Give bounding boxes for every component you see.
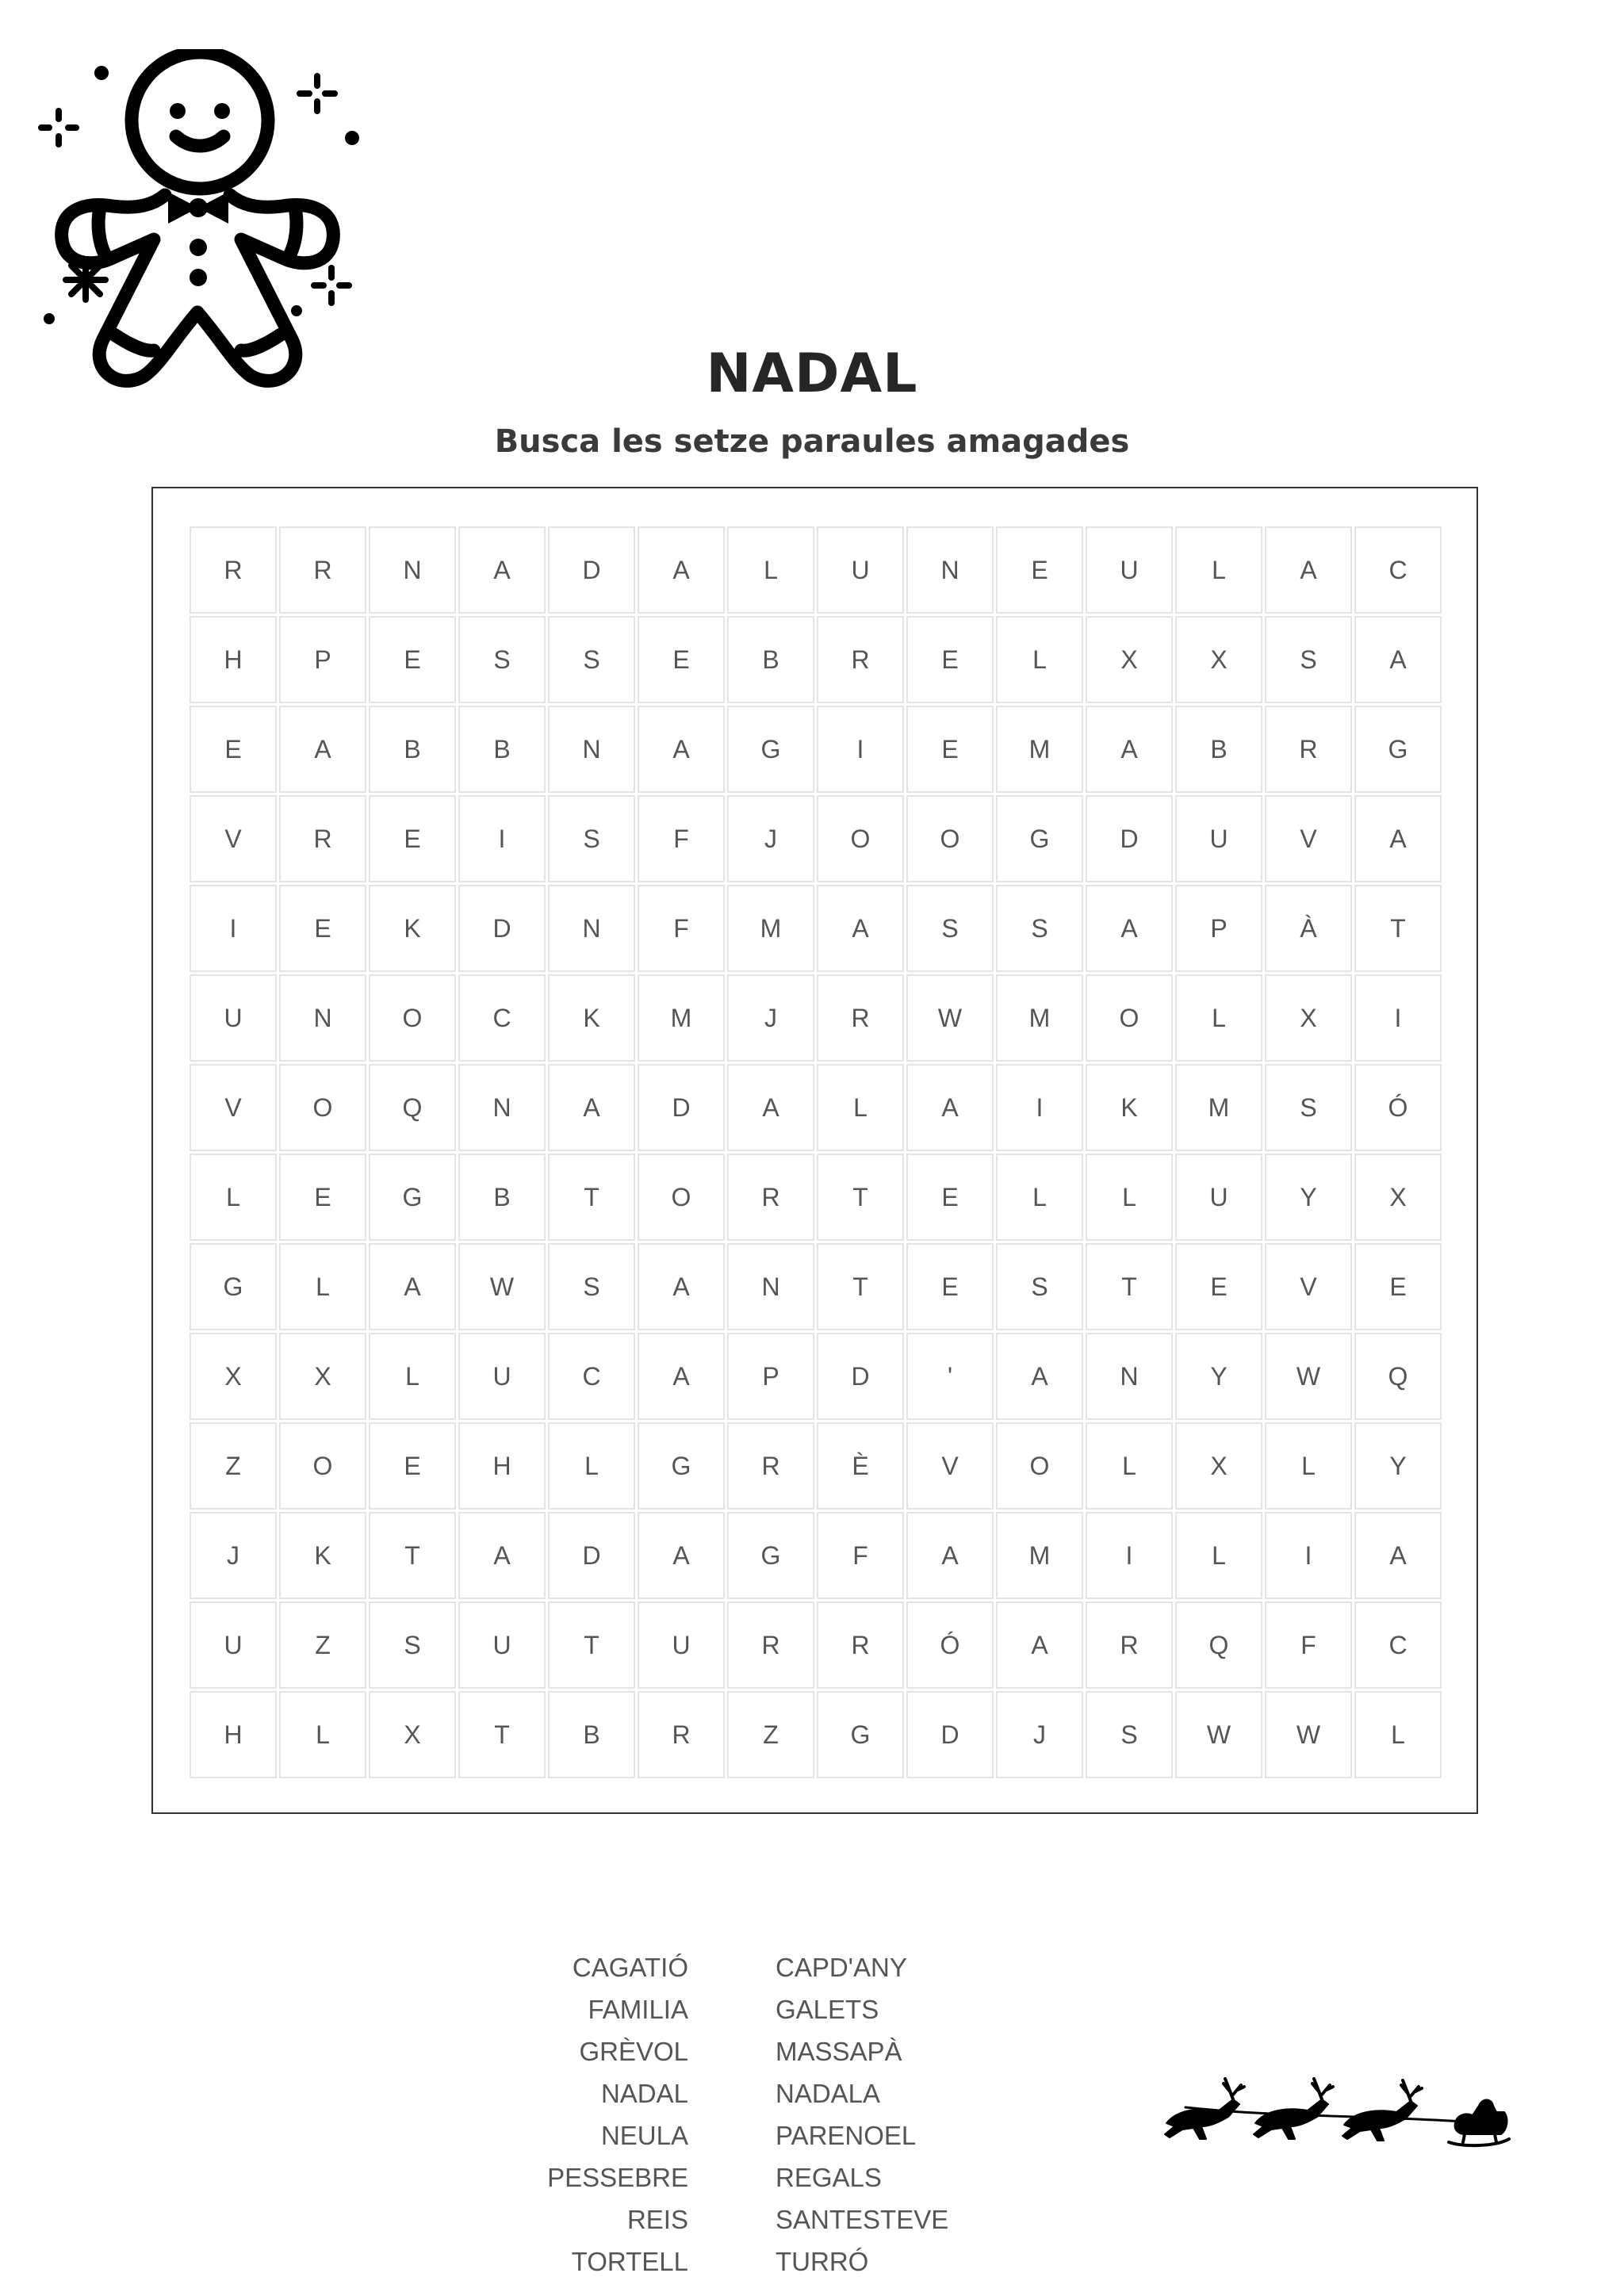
grid-cell: E bbox=[369, 1422, 456, 1510]
grid-cell: V bbox=[1265, 1243, 1352, 1330]
grid-cell: L bbox=[1175, 526, 1262, 614]
grid-cell: A bbox=[996, 1333, 1083, 1420]
grid-cell: X bbox=[1086, 616, 1173, 703]
grid-cell: E bbox=[369, 616, 456, 703]
grid-cell: A bbox=[1354, 1512, 1442, 1599]
grid-cell: I bbox=[458, 795, 546, 882]
grid-cell: U bbox=[1175, 1154, 1262, 1241]
grid-cell: Q bbox=[1175, 1601, 1262, 1689]
grid-cell: A bbox=[1086, 706, 1173, 793]
word-list bbox=[476, 1946, 1031, 2279]
grid-cell: B bbox=[548, 1691, 635, 1778]
grid-cell: Ó bbox=[1354, 1064, 1442, 1151]
grid-cell: Y bbox=[1265, 1154, 1352, 1241]
grid-cell: S bbox=[1086, 1691, 1173, 1778]
grid-cell: W bbox=[1265, 1333, 1352, 1420]
grid-cell: N bbox=[727, 1243, 814, 1330]
grid-cell: B bbox=[369, 706, 456, 793]
grid-cell: U bbox=[458, 1601, 546, 1689]
grid-cell: L bbox=[548, 1422, 635, 1510]
grid-cell: M bbox=[996, 706, 1083, 793]
grid-cell: E bbox=[190, 706, 277, 793]
word-item: CAPD'ANY bbox=[776, 1953, 907, 1982]
grid-cell: T bbox=[369, 1512, 456, 1599]
grid-cell: G bbox=[727, 706, 814, 793]
grid-cell: T bbox=[1086, 1243, 1173, 1330]
grid-cell: I bbox=[1265, 1512, 1352, 1599]
grid-cell: À bbox=[1265, 885, 1352, 972]
page-title: NADAL bbox=[706, 342, 918, 405]
grid-cell: I bbox=[996, 1064, 1083, 1151]
grid-cell: N bbox=[369, 526, 456, 614]
grid-cell: Y bbox=[1175, 1333, 1262, 1420]
grid-cell: A bbox=[638, 526, 725, 614]
grid-cell: R bbox=[817, 616, 904, 703]
grid-cell: I bbox=[190, 885, 277, 972]
grid-cell: I bbox=[1354, 974, 1442, 1062]
grid-cell: X bbox=[279, 1333, 366, 1420]
grid-cell: X bbox=[1175, 1422, 1262, 1510]
grid-cell: R bbox=[817, 1601, 904, 1689]
grid-cell: C bbox=[1354, 526, 1442, 614]
grid-cell: U bbox=[638, 1601, 725, 1689]
grid-cell: T bbox=[548, 1154, 635, 1241]
grid-cell: F bbox=[638, 795, 725, 882]
grid-cell: J bbox=[190, 1512, 277, 1599]
grid-cell: O bbox=[996, 1422, 1083, 1510]
grid-cell: I bbox=[817, 706, 904, 793]
grid-cell: K bbox=[1086, 1064, 1173, 1151]
grid-cell: T bbox=[817, 1154, 904, 1241]
grid-cell: T bbox=[1354, 885, 1442, 972]
grid-cell: J bbox=[996, 1691, 1083, 1778]
grid-cell: Z bbox=[279, 1601, 366, 1689]
grid-cell: R bbox=[727, 1422, 814, 1510]
grid-cell: O bbox=[369, 974, 456, 1062]
grid-cell: K bbox=[548, 974, 635, 1062]
grid-cell: O bbox=[906, 795, 994, 882]
grid-cell: V bbox=[190, 795, 277, 882]
grid-cell: F bbox=[1265, 1601, 1352, 1689]
grid-cell: F bbox=[817, 1512, 904, 1599]
grid-cell: E bbox=[279, 1154, 366, 1241]
word-list-right-column bbox=[776, 1946, 1029, 2283]
grid-cell: M bbox=[638, 974, 725, 1062]
grid-cell: A bbox=[458, 526, 546, 614]
grid-cell: V bbox=[190, 1064, 277, 1151]
word-item: CAGATIÓ bbox=[572, 1953, 688, 1982]
grid-cell: A bbox=[1265, 526, 1352, 614]
grid-cell: P bbox=[727, 1333, 814, 1420]
grid-cell: D bbox=[548, 526, 635, 614]
grid-cell: A bbox=[638, 1243, 725, 1330]
grid-cell: A bbox=[279, 706, 366, 793]
grid-cell: X bbox=[1354, 1154, 1442, 1241]
grid-cell: J bbox=[727, 795, 814, 882]
word-item: REGALS bbox=[776, 2163, 882, 2192]
word-item: REIS bbox=[626, 2205, 688, 2234]
grid-cell: C bbox=[458, 974, 546, 1062]
grid-cell: R bbox=[817, 974, 904, 1062]
page-subtitle: Busca les setze paraules amagades bbox=[494, 423, 1130, 460]
grid-cell: G bbox=[817, 1691, 904, 1778]
word-item: GALETS bbox=[776, 1995, 879, 2024]
grid-cell: W bbox=[906, 974, 994, 1062]
word-item: PARENOEL bbox=[776, 2121, 917, 2150]
grid-cell: E bbox=[906, 616, 994, 703]
grid-cell: E bbox=[279, 885, 366, 972]
grid-cell: E bbox=[996, 526, 1083, 614]
grid-cell: B bbox=[1175, 706, 1262, 793]
grid-cell: L bbox=[1354, 1691, 1442, 1778]
grid-cell: U bbox=[1175, 795, 1262, 882]
grid-cell: H bbox=[458, 1422, 546, 1510]
grid-cell: N bbox=[548, 885, 635, 972]
grid-cell: D bbox=[458, 885, 546, 972]
grid-cell: N bbox=[906, 526, 994, 614]
grid-cell: D bbox=[638, 1064, 725, 1151]
grid-cell: A bbox=[906, 1064, 994, 1151]
grid-cell: O bbox=[638, 1154, 725, 1241]
grid-cell: F bbox=[638, 885, 725, 972]
grid-cell: E bbox=[906, 1243, 994, 1330]
grid-cell: Z bbox=[727, 1691, 814, 1778]
grid-cell: I bbox=[1086, 1512, 1173, 1599]
grid-cell: T bbox=[817, 1243, 904, 1330]
word-item: NEULA bbox=[600, 2121, 688, 2150]
grid-cell: P bbox=[279, 616, 366, 703]
grid-cell: O bbox=[279, 1064, 366, 1151]
grid-cell: A bbox=[996, 1601, 1083, 1689]
grid-cell: K bbox=[369, 885, 456, 972]
grid-cell: A bbox=[458, 1512, 546, 1599]
grid-cell: L bbox=[369, 1333, 456, 1420]
grid-cell: S bbox=[458, 616, 546, 703]
grid-cell: S bbox=[996, 885, 1083, 972]
grid-cell: E bbox=[369, 795, 456, 882]
grid-cell: J bbox=[727, 974, 814, 1062]
grid-cell: V bbox=[906, 1422, 994, 1510]
grid-cell: B bbox=[458, 706, 546, 793]
grid-cell: W bbox=[1175, 1691, 1262, 1778]
grid-cell: T bbox=[548, 1601, 635, 1689]
grid-cell: X bbox=[190, 1333, 277, 1420]
grid-cell: G bbox=[638, 1422, 725, 1510]
grid-cell: R bbox=[279, 526, 366, 614]
grid-cell: L bbox=[1086, 1154, 1173, 1241]
word-item: GRÈVOL bbox=[579, 2037, 688, 2066]
grid-cell: O bbox=[279, 1422, 366, 1510]
grid-cell: L bbox=[190, 1154, 277, 1241]
grid-cell: C bbox=[548, 1333, 635, 1420]
grid-cell: B bbox=[727, 616, 814, 703]
word-item: FAMILIA bbox=[588, 1995, 688, 2024]
grid-cell: W bbox=[1265, 1691, 1352, 1778]
grid-cell: U bbox=[817, 526, 904, 614]
grid-cell: A bbox=[817, 885, 904, 972]
grid-cell: A bbox=[548, 1064, 635, 1151]
grid-cell: R bbox=[727, 1154, 814, 1241]
grid-cell: E bbox=[638, 616, 725, 703]
grid-cell: H bbox=[190, 616, 277, 703]
grid-cell: Z bbox=[190, 1422, 277, 1510]
grid-cell: N bbox=[1086, 1333, 1173, 1420]
grid-cell: D bbox=[906, 1691, 994, 1778]
grid-cell: C bbox=[1354, 1601, 1442, 1689]
grid-cell: D bbox=[548, 1512, 635, 1599]
grid-cell: M bbox=[1175, 1064, 1262, 1151]
grid-cell: Ó bbox=[906, 1601, 994, 1689]
grid-cell: S bbox=[369, 1601, 456, 1689]
grid-cell: M bbox=[996, 1512, 1083, 1599]
grid-cell: U bbox=[190, 1601, 277, 1689]
grid-cell: S bbox=[906, 885, 994, 972]
grid-cell: P bbox=[1175, 885, 1262, 972]
grid-cell: O bbox=[817, 795, 904, 882]
grid-cell: È bbox=[817, 1422, 904, 1510]
grid-cell: S bbox=[996, 1243, 1083, 1330]
grid-cell: A bbox=[1354, 616, 1442, 703]
reindeer-sleigh-icon bbox=[1154, 2060, 1519, 2163]
grid-cell: X bbox=[1265, 974, 1352, 1062]
grid-cell: U bbox=[458, 1333, 546, 1420]
grid-cell: N bbox=[279, 974, 366, 1062]
grid-cell: L bbox=[727, 526, 814, 614]
grid-cell: R bbox=[638, 1691, 725, 1778]
grid-cell: R bbox=[1086, 1601, 1173, 1689]
grid-cell: L bbox=[817, 1064, 904, 1151]
grid-cell: A bbox=[1086, 885, 1173, 972]
grid-cell: M bbox=[727, 885, 814, 972]
word-item: PESSEBRE bbox=[547, 2163, 688, 2192]
word-item: NADALA bbox=[776, 2079, 881, 2108]
word-item: SANTESTEVE bbox=[776, 2205, 949, 2234]
grid-cell: E bbox=[906, 1154, 994, 1241]
grid-cell: A bbox=[638, 706, 725, 793]
word-item: TURRÓ bbox=[776, 2247, 869, 2276]
grid-cell: O bbox=[1086, 974, 1173, 1062]
grid-cell: A bbox=[638, 1512, 725, 1599]
grid-cell: L bbox=[1175, 974, 1262, 1062]
grid-cell: S bbox=[548, 1243, 635, 1330]
grid-cell: L bbox=[1265, 1422, 1352, 1510]
grid-cell: R bbox=[190, 526, 277, 614]
grid-cell: A bbox=[1354, 795, 1442, 882]
grid-cell: Q bbox=[369, 1064, 456, 1151]
grid-cell: V bbox=[1265, 795, 1352, 882]
grid-cell: G bbox=[369, 1154, 456, 1241]
grid-cell: R bbox=[727, 1601, 814, 1689]
grid-cell: G bbox=[727, 1512, 814, 1599]
grid-cell: S bbox=[1265, 1064, 1352, 1151]
grid-cell: L bbox=[279, 1691, 366, 1778]
grid-cell: U bbox=[1086, 526, 1173, 614]
grid-cell: N bbox=[548, 706, 635, 793]
grid-cell: A bbox=[906, 1512, 994, 1599]
grid-cell: G bbox=[1354, 706, 1442, 793]
grid-cell: T bbox=[458, 1691, 546, 1778]
grid-cell: D bbox=[817, 1333, 904, 1420]
word-item: TORTELL bbox=[571, 2247, 688, 2276]
grid-cell: W bbox=[458, 1243, 546, 1330]
grid-cell: S bbox=[548, 616, 635, 703]
grid-cell: L bbox=[279, 1243, 366, 1330]
grid-cell: A bbox=[727, 1064, 814, 1151]
grid-cell: G bbox=[996, 795, 1083, 882]
grid-cell: L bbox=[1086, 1422, 1173, 1510]
grid-cell: Y bbox=[1354, 1422, 1442, 1510]
grid-cell: Q bbox=[1354, 1333, 1442, 1420]
grid-cell: X bbox=[1175, 616, 1262, 703]
grid-cell: E bbox=[906, 706, 994, 793]
grid-cell: A bbox=[638, 1333, 725, 1420]
grid-cell: U bbox=[190, 974, 277, 1062]
grid-cell: H bbox=[190, 1691, 277, 1778]
grid-cell: B bbox=[458, 1154, 546, 1241]
grid-cell: L bbox=[1175, 1512, 1262, 1599]
grid-cell: ' bbox=[906, 1333, 994, 1420]
grid-cell: N bbox=[458, 1064, 546, 1151]
grid-cell: X bbox=[369, 1691, 456, 1778]
grid-cell: L bbox=[996, 1154, 1083, 1241]
grid-cell: E bbox=[1354, 1243, 1442, 1330]
grid-cell: D bbox=[1086, 795, 1173, 882]
grid-cell: K bbox=[279, 1512, 366, 1599]
grid-cell: M bbox=[996, 974, 1083, 1062]
grid-cell: G bbox=[190, 1243, 277, 1330]
word-list-left-column bbox=[476, 1946, 688, 2283]
grid-cell: R bbox=[1265, 706, 1352, 793]
grid-cell: S bbox=[548, 795, 635, 882]
word-search-grid bbox=[190, 526, 1446, 1782]
word-item: NADAL bbox=[600, 2079, 688, 2108]
word-item: MASSAPÀ bbox=[776, 2037, 902, 2066]
grid-cell: R bbox=[279, 795, 366, 882]
grid-cell: L bbox=[996, 616, 1083, 703]
grid-cell: S bbox=[1265, 616, 1352, 703]
grid-cell: E bbox=[1175, 1243, 1262, 1330]
grid-cell: A bbox=[369, 1243, 456, 1330]
